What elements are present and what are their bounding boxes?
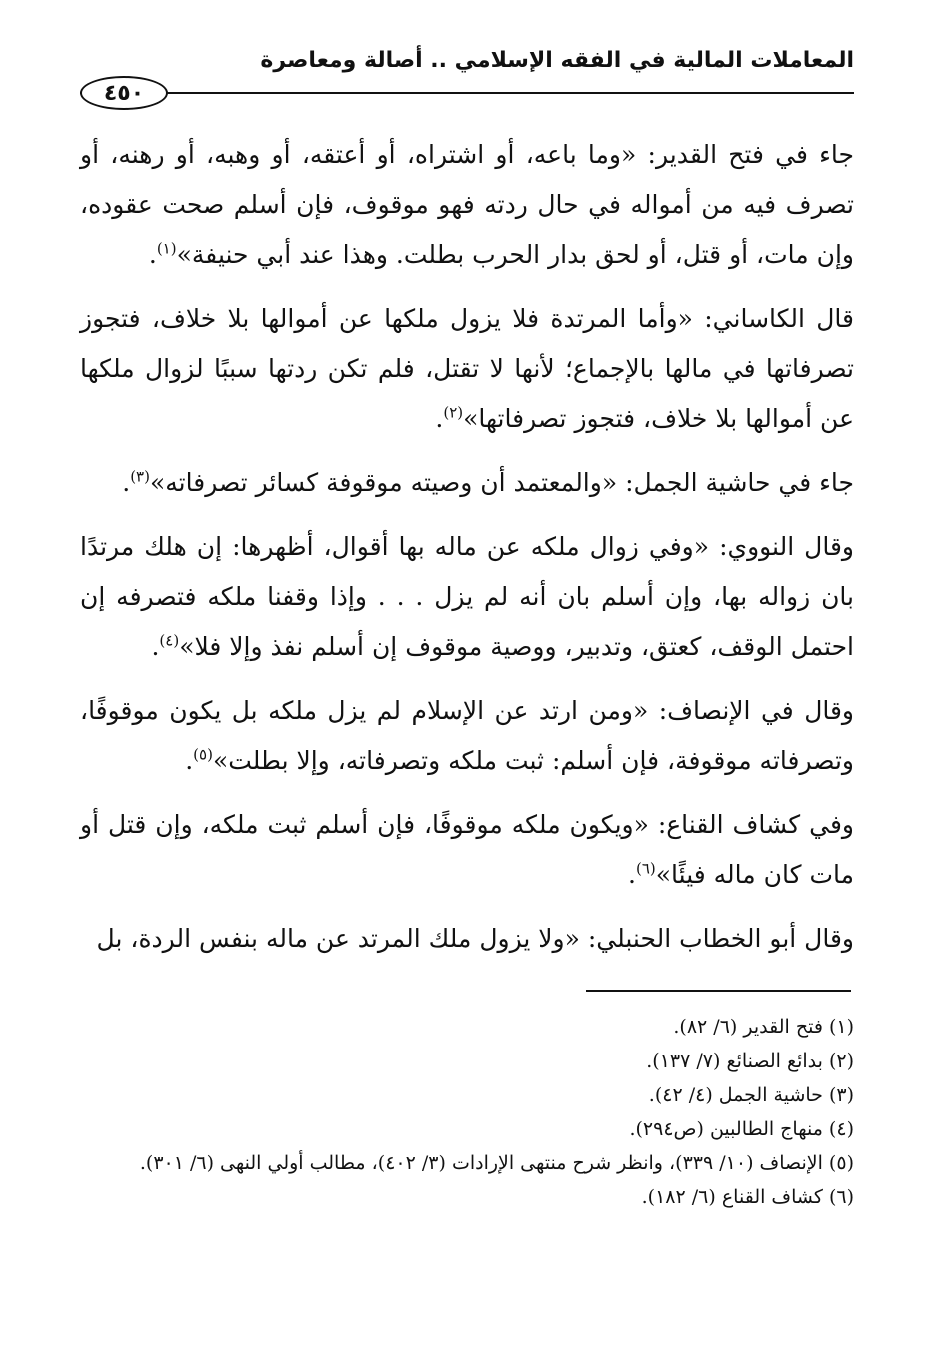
- page-header: [80, 40, 854, 110]
- footnote: (٥) الإنصاف (١٠/ ٣٣٩)، وانظر شرح منتهى الإرادات (٣/ ٤٠٢)، مطالب أولي النهى (٦/ ٣٠١).: [139, 1152, 854, 1174]
- paragraph-text: جاء في حاشية الجمل: «والمعتمد أن وصيته موقوفة كسائر تصرفاته»: [149, 468, 854, 497]
- footnotes: [80, 1010, 854, 1214]
- paragraph-text: وفي كشاف القناع: «ويكون ملكه موقوفًا، فإن أسلم ثبت ملكه، وإن قتل أو مات كان ماله فيئًا»: [80, 810, 854, 889]
- paragraph-text: وقال في الإنصاف: «ومن ارتد عن الإسلام لم يزل ملكه بل يكون موقوفًا، وتصرفاته موقوفة، فإن أسلم: ثبت ملكه وتصرفاته، وإلا بطلت»: [80, 696, 854, 775]
- paragraph: [80, 130, 854, 280]
- paragraph: [80, 914, 854, 964]
- footnote: (٤) منهاج الطالبين (ص٢٩٤).: [629, 1118, 854, 1140]
- running-title: المعاملات المالية في الفقه الإسلامي .. أصالة ومعاصرة: [260, 48, 854, 73]
- paragraph-end: .: [148, 240, 157, 269]
- footnote: (٢) بدائع الصنائع (٧/ ١٣٧).: [646, 1050, 854, 1072]
- paragraph-end: .: [185, 746, 194, 775]
- footnote: (٦) كشاف القناع (٦/ ١٨٢).: [641, 1186, 854, 1208]
- paragraph-end: .: [151, 632, 160, 661]
- paragraph-text: قال الكاساني: «وأما المرتدة فلا يزول ملكها عن أموالها بلا خلاف، فتجوز تصرفاتها في مالها بالإجماع؛ لأنها لا تقتل، فلم تكن ردتها سببًا لزوال ملكها عن أموالها بلا خلاف، فتجوز تصرفاتها»: [80, 304, 854, 433]
- paragraph: [80, 458, 854, 508]
- paragraph-end: .: [122, 468, 131, 497]
- paragraph-text: وقال أبو الخطاب الحنبلي: «ولا يزول ملك المرتد عن ماله بنفس الردة، بل: [96, 924, 854, 953]
- paragraph-text: وقال النووي: «وفي زوال ملكه عن ماله بها أقوال، أظهرها: إن هلك مرتدًا بان زواله بها، وإن أسلم بان أنه لم يزل . . . وإذا وقفنا ملكه فتصرفه إن احتمل الوقف، كعتق، وتدبير، ووصية موقوف إن أسلم نفذ وإلا فلا»: [80, 532, 854, 661]
- paragraph: [80, 686, 854, 786]
- footnote-ref: (٤): [159, 631, 180, 650]
- footnote-separator: [586, 990, 851, 992]
- footnote-ref: (٥): [193, 745, 213, 764]
- footnote: (١) فتح القدير (٦/ ٨٢).: [673, 1016, 854, 1038]
- footnote-ref: (٢): [443, 403, 464, 422]
- footnote-ref: (٣): [130, 467, 150, 486]
- paragraph-text: جاء في فتح القدير: «وما باعه، أو اشتراه، أو أعتقه، أو وهبه، أو رهنه، أو تصرف فيه من أمواله في حال ردته فهو موقوف، فإن أسلم صحت عقوده، وإن مات، أو قتل، أو لحق بدار الحرب بطلت. وهذا عند أبي حنيفة»: [80, 140, 854, 269]
- paragraph-end: .: [435, 404, 444, 433]
- paragraph: [80, 294, 854, 444]
- paragraph-end: .: [628, 860, 636, 889]
- footnote: (٣) حاشية الجمل (٤/ ٤٢).: [648, 1084, 854, 1106]
- paragraph: [80, 800, 854, 900]
- footnote-ref: (١): [156, 239, 177, 258]
- paragraph: [80, 522, 854, 672]
- header-rule: [80, 92, 854, 94]
- page-number: ٤٥٠: [80, 76, 168, 110]
- main-text: [80, 130, 854, 964]
- footnote-ref: (٦): [635, 859, 656, 878]
